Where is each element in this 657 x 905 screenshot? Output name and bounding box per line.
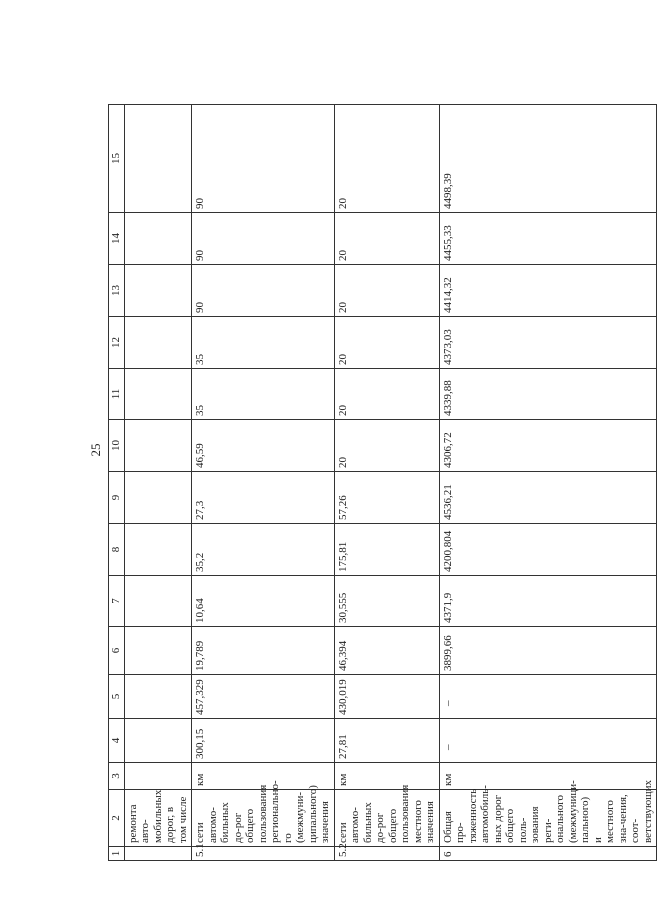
value-cell: 4455,33 [439, 213, 657, 265]
header-cell: 2 [109, 790, 125, 847]
value-cell [124, 719, 192, 763]
value-cell: 10,64 [192, 576, 335, 627]
value-cell: 30,555 [334, 576, 439, 627]
value-cell: 57,26 [334, 472, 439, 524]
value-cell [439, 675, 657, 719]
value-cell [124, 213, 192, 265]
unit-cell: км [334, 763, 439, 790]
value-cell: 20 [334, 369, 439, 420]
value-cell [124, 627, 192, 675]
value-cell: 20 [334, 317, 439, 369]
value-cell: 35 [192, 369, 335, 420]
value-cell [124, 675, 192, 719]
header-cell: 3 [109, 763, 125, 790]
table-row [124, 105, 192, 861]
row-number-cell: 5.1 [192, 847, 335, 861]
indicator-name-cell: ремонта авто-мобильных дорог, в том числе [124, 790, 192, 847]
table-row [192, 105, 335, 861]
table-row [334, 105, 439, 861]
value-cell: 20 [334, 420, 439, 472]
header-cell: 10 [109, 420, 125, 472]
header-cell: 12 [109, 317, 125, 369]
unit-cell [124, 763, 192, 790]
value-cell: 90 [192, 105, 335, 213]
value-cell: 19,789 [192, 627, 335, 675]
value-cell: 4306,72 [439, 420, 657, 472]
value-cell: 20 [334, 105, 439, 213]
value-cell: 4536,21 [439, 472, 657, 524]
value-cell [124, 265, 192, 317]
value-cell: 4373,03 [439, 317, 657, 369]
value-cell [124, 317, 192, 369]
row-number-cell: 6 [439, 847, 657, 861]
rotated-table-container [108, 105, 654, 861]
value-cell: 457,329 [192, 675, 335, 719]
header-cell: 11 [109, 369, 125, 420]
value-cell: 20 [334, 213, 439, 265]
value-cell: 20 [334, 265, 439, 317]
header-cell: 1 [109, 847, 125, 861]
indicator-name-cell: сети автомо-бильных до-рог общего пользования местного значения [334, 790, 439, 847]
value-cell: 4498,39 [439, 105, 657, 213]
value-cell [124, 369, 192, 420]
header-cell: 4 [109, 719, 125, 763]
page-number: 25 [88, 443, 103, 457]
value-cell [124, 472, 192, 524]
header-cell: 6 [109, 627, 125, 675]
value-cell: 46,59 [192, 420, 335, 472]
value-cell: 4371,9 [439, 576, 657, 627]
value-cell: 27,3 [192, 472, 335, 524]
value-cell [124, 105, 192, 213]
unit-cell: км [192, 763, 335, 790]
value-cell: 46,394 [334, 627, 439, 675]
value-cell: 300,15 [192, 719, 335, 763]
indicator-name-cell: Общая про-тяженность автомобиль-ных дорог общего поль-зования реги-онального (межмуници-пального) и местного зна-чения, соот-ветствующих [439, 790, 657, 847]
dash-value: – [441, 744, 454, 750]
value-cell [124, 576, 192, 627]
header-cell: 8 [109, 524, 125, 576]
row-number-cell [124, 847, 192, 861]
data-table [108, 104, 657, 861]
value-cell: 90 [192, 265, 335, 317]
value-cell: 3899,66 [439, 627, 657, 675]
value-cell: 175,81 [334, 524, 439, 576]
value-cell: 90 [192, 213, 335, 265]
header-cell: 7 [109, 576, 125, 627]
value-cell [124, 524, 192, 576]
value-cell: 4339,88 [439, 369, 657, 420]
table-row [439, 105, 657, 861]
header-cell: 13 [109, 265, 125, 317]
header-cell: 14 [109, 213, 125, 265]
indicator-name-cell: сети автомо-бильных до-рог общего пользования регионально-го (межмуни-ципального) значения [192, 790, 335, 847]
header-cell: 5 [109, 675, 125, 719]
header-cell: 9 [109, 472, 125, 524]
value-cell [124, 420, 192, 472]
value-cell: 35 [192, 317, 335, 369]
value-cell: 430,019 [334, 675, 439, 719]
unit-cell: км [439, 763, 657, 790]
dash-value: – [441, 700, 454, 706]
value-cell: 27,81 [334, 719, 439, 763]
value-cell [439, 719, 657, 763]
row-number-cell: 5.2 [334, 847, 439, 861]
value-cell: 4414,32 [439, 265, 657, 317]
header-cell: 15 [109, 105, 125, 213]
value-cell: 35,2 [192, 524, 335, 576]
header-row [109, 105, 125, 861]
value-cell: 4200,804 [439, 524, 657, 576]
